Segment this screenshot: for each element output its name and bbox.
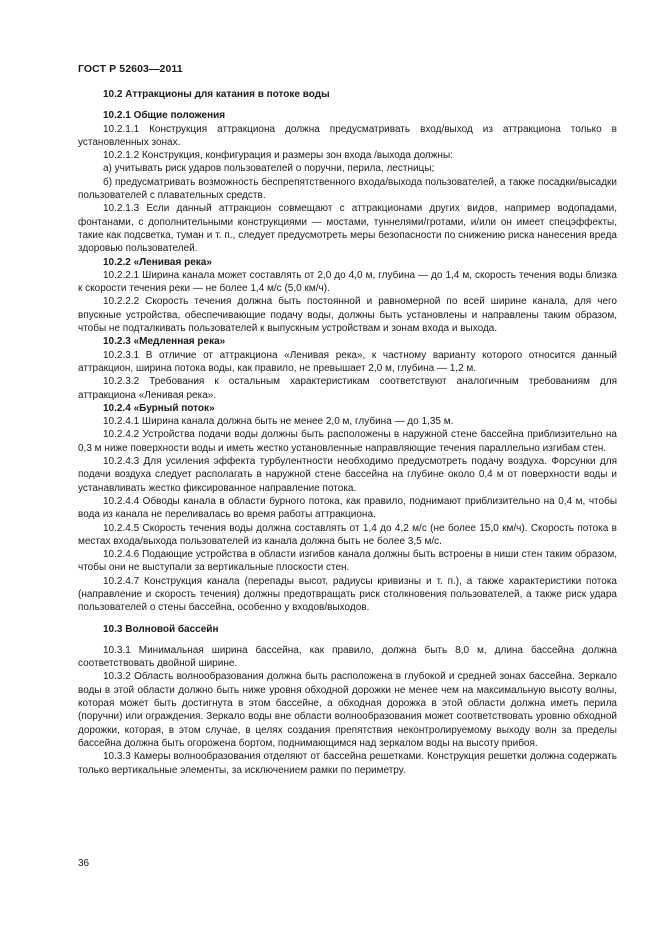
- paragraph-10-2-4-4: 10.2.4.4 Обводы канала в области бурного потока, как правило, поднимают приблизительно на 0,4 м, чтобы вода из канала не переливалась во время работы аттракциона.: [78, 495, 617, 521]
- section-10-2-title: 10.2 Аттракционы для катания в потоке воды: [103, 89, 330, 100]
- paragraph-10-2-1-2: 10.2.1.2 Конструкция, конфигурация и размеры зон входа /выхода должны:: [103, 150, 453, 162]
- paragraph-10-2-1-2-b: б) предусматривать возможность беспрепятственного входа/выхода пользователей, а также посадки/высадки пользователей с плавательных средств.: [78, 176, 617, 202]
- paragraph-10-2-4-3: 10.2.4.3 Для усиления эффекта турбулентности необходимо предусмотреть подачу воздуха. Форсунки для подачи воздуха следует располагать в наружной стене бассейна на глубине около 0,4 м от поверхности воды и устанавливать жестко фиксированное направление потока.: [78, 456, 617, 494]
- paragraph-10-3-1: 10.3.1 Минимальная ширина бассейна, как правило, должна быть 8,0 м, длина бассейна должна соответствовать двойной ширине.: [78, 644, 617, 670]
- paragraph-10-2-4-2: 10.2.4.2 Устройства подачи воды должны быть расположены в наружной стене бассейна приблизительно на 0,3 м ниже поверхности воды и иметь жестко установленные направляющие течения параллельно изгибам стен.: [78, 429, 617, 454]
- paragraph-10-2-1-3: 10.2.1.3 Если данный аттракцион совмещают с аттракционами других видов, например водопадами, фонтанами, с дополнительными конструкциями — мостами, туннелями/гротами, и/или он имеет спецэффекты, такие как подсветка, туман и т. п., следует предусмотреть меры безопасности по снижению риска нанесения вреда здоровью пользователей.: [78, 203, 617, 255]
- section-10-3-title: 10.3 Волновой бассейн: [103, 623, 219, 635]
- document-body: [78, 88, 617, 777]
- paragraph-10-2-1-2-a: а) учитывать риск ударов пользователей о поручни, перила, лестницы;: [103, 163, 435, 175]
- paragraph-10-3-3: 10.3.3 Камеры волнообразования отделяют от бассейна решетками. Конструкция решетки должна содержать только вертикальные элементы, за исключением рамки по периметру.: [78, 751, 617, 776]
- page-number: 36: [78, 858, 90, 869]
- subsection-10-2-4-title: 10.2.4 «Бурный поток»: [103, 402, 215, 414]
- paragraph-10-2-4-5: 10.2.4.5 Скорость течения воды должна составлять от 1,4 до 4,2 м/с (не более 15,0 км/ч). Скорость потока в местах входа/выхода пользователей из канала должна быть не более 3,5 м/с.: [78, 522, 617, 547]
- paragraph-10-2-4-7: 10.2.4.7 Конструкция канала (перепады высот, радиусы кривизны и т. п.), а также характеристики потока (направление и скорость течения) должны предотвращать риск столкновения пользователей, а также риск удара пользователей о стены бассейна, особенно у входов/выходов.: [78, 575, 617, 614]
- paragraph-10-2-2-1: 10.2.2.1 Ширина канала может составлять от 2,0 до 4,0 м, глубина — до 1,4 м, скорость течения воды близка к скорости течения реки — не более 1,4 м/с (5,0 км/ч).: [78, 269, 617, 295]
- paragraph-10-2-1-1: 10.2.1.1 Конструкция аттракциона должна предусматривать вход/выход из аттракциона только в установленных зонах.: [78, 123, 617, 148]
- paragraph-10-2-3-1: 10.2.3.1 В отличие от аттракциона «Ленивая река», к частному варианту которого относится данный аттракцион, ширина потока воды, как правило, не превышает 2,0 м, глубина — 1,2 м.: [78, 349, 617, 374]
- paragraph-10-2-2-2: 10.2.2.2 Скорость течения должна быть постоянной и равномерной по всей ширине канала, для чего впускные устройства, обеспечивающие подачу воды, должны быть установлены и направлены таким образом, чтобы не подталкивать пользователей к выпускным устройствам и зонам входа и выхода.: [78, 296, 617, 335]
- subsection-10-2-1-title: 10.2.1 Общие положения: [103, 110, 226, 122]
- paragraph-10-2-3-2: 10.2.3.2 Требования к остальным характеристикам соответствуют аналогичным требованиям для аттракциона «Ленивая река».: [78, 376, 617, 401]
- subsection-10-2-2-title: 10.2.2 «Ленивая река»: [103, 256, 212, 268]
- paragraph-10-2-4-1: 10.2.4.1 Ширина канала должна быть не менее 2,0 м, глубина — до 1,35 м.: [103, 416, 454, 428]
- paragraph-10-2-4-6: 10.2.4.6 Подающие устройства в области изгибов канала должны быть встроены в ниши стен таким образом, чтобы они не выступали за вертикальные плоскости стен.: [78, 549, 617, 574]
- paragraph-10-3-2: 10.3.2 Область волнообразования должна быть расположена в глубокой и средней зонах бассейна. Зеркало воды в этой области должно быть ниже уровня обходной дорожки не менее чем на максимальную высоту волны, которая может быть достигнута в этом бассейне, а обходная дорожка в этой области должна иметь перила (поручни) или ограждения. Зеркало воды вне области волнообразования может соответствовать уровню обходной дорожки, которая, в этом случае, в целях создания препятствия неконтролируемому выходу волн за пределы бассейна должна быть огорожена бортом, поднимающимся над зеркалом воды на высоту прибоя.: [78, 671, 617, 749]
- subsection-10-2-3-title: 10.2.3 «Медленная река»: [103, 336, 226, 348]
- document-code-header: ГОСТ Р 52603—2011: [78, 63, 183, 75]
